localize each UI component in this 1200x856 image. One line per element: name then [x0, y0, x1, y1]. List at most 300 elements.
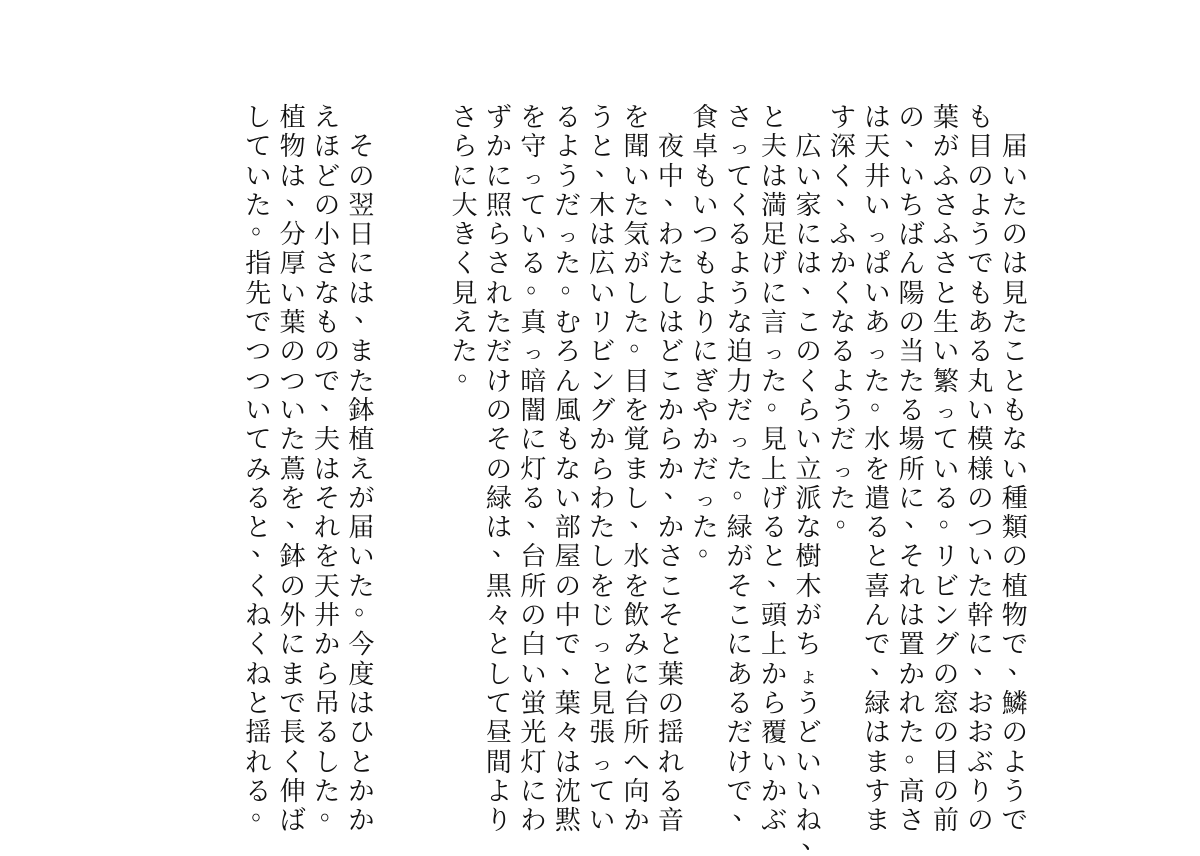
glyph: 伸: [279, 776, 306, 807]
text-column: [482, 103, 518, 837]
glyph: よ: [829, 366, 856, 397]
glyph: く: [726, 190, 753, 221]
glyph: の: [1001, 718, 1028, 749]
glyph: こ: [657, 366, 684, 397]
glyph: な: [313, 278, 340, 309]
glyph: 迫: [726, 337, 753, 368]
glyph: 、: [526, 503, 553, 534]
glyph: 気: [623, 220, 650, 251]
glyph: で: [554, 630, 581, 661]
text-column: [998, 104, 1034, 837]
text-column: [379, 104, 413, 744]
glyph: 先: [245, 278, 272, 309]
glyph: 度: [348, 659, 375, 690]
glyph: 届: [1001, 132, 1028, 163]
glyph: く: [451, 249, 478, 280]
glyph: い: [520, 659, 547, 690]
glyph: グ: [933, 630, 960, 661]
glyph: 置: [898, 630, 925, 661]
glyph: 蛍: [520, 688, 547, 719]
glyph: 、: [354, 298, 381, 329]
glyph: ど: [657, 337, 684, 368]
glyph: み: [245, 454, 272, 485]
glyph: た: [623, 308, 650, 339]
glyph: っ: [695, 486, 716, 511]
glyph: ね: [245, 659, 272, 690]
glyph: の: [348, 161, 375, 192]
glyph: も: [692, 249, 719, 280]
glyph: い: [898, 161, 925, 192]
glyph: つ: [692, 220, 719, 251]
glyph: [346, 104, 376, 133]
glyph: い: [795, 747, 822, 778]
glyph: く: [795, 366, 822, 397]
glyph: 。: [251, 796, 278, 827]
glyph: 翌: [348, 190, 375, 221]
glyph: 物: [1001, 601, 1028, 632]
glyph: の: [279, 337, 306, 368]
glyph: も: [313, 308, 340, 339]
glyph: さ: [933, 249, 960, 280]
glyph: 、: [285, 503, 312, 534]
glyph: 、: [767, 561, 794, 592]
glyph: 照: [485, 190, 512, 221]
glyph: に: [451, 161, 478, 192]
glyph: の: [1001, 542, 1028, 573]
glyph: ょ: [798, 662, 819, 687]
glyph: り: [692, 308, 719, 339]
glyph: っ: [936, 398, 957, 423]
glyph: 外: [279, 601, 306, 632]
glyph: 葉: [554, 688, 581, 719]
glyph: ぱ: [864, 249, 891, 280]
glyph: ぶ: [967, 747, 994, 778]
text-column: [310, 103, 346, 827]
glyph: い: [245, 161, 272, 192]
glyph: い: [520, 220, 547, 251]
glyph: と: [864, 542, 891, 573]
glyph: 風: [554, 395, 581, 426]
glyph: 々: [485, 601, 512, 632]
glyph: 、: [835, 180, 862, 211]
text-column: [963, 103, 1000, 837]
glyph: る: [829, 337, 856, 368]
glyph: ほ: [313, 132, 340, 163]
glyph: 屋: [554, 542, 581, 573]
glyph: の: [520, 601, 547, 632]
glyph: け: [726, 747, 753, 778]
glyph: が: [348, 483, 375, 514]
glyph: 植: [279, 103, 306, 133]
glyph: 見: [451, 278, 478, 309]
glyph: に: [485, 161, 512, 192]
glyph: る: [726, 220, 753, 251]
glyph: 届: [348, 513, 375, 544]
glyph: 、: [560, 649, 587, 680]
glyph: わ: [657, 220, 684, 251]
glyph: の: [279, 571, 306, 602]
glyph: 喜: [864, 571, 891, 602]
glyph: た: [348, 571, 375, 602]
glyph: が: [933, 132, 960, 163]
glyph: 飲: [623, 601, 650, 632]
glyph: は: [795, 249, 822, 280]
glyph: 目: [623, 366, 650, 397]
glyph: い: [1001, 454, 1028, 485]
glyph: よ: [967, 190, 994, 221]
text-column: [688, 103, 725, 744]
glyph: か: [348, 806, 375, 837]
glyph: 吊: [313, 688, 340, 719]
glyph: 言: [761, 308, 788, 339]
glyph: う: [795, 688, 822, 719]
glyph: っ: [867, 340, 888, 365]
glyph: そ: [485, 425, 512, 456]
glyph: ン: [933, 601, 960, 632]
glyph: 幹: [967, 601, 994, 632]
glyph: ビ: [933, 571, 960, 602]
glyph: の: [898, 308, 925, 339]
glyph: は: [864, 718, 891, 749]
glyph: お: [967, 718, 994, 749]
glyph: 。: [732, 473, 759, 504]
glyph: り: [485, 806, 512, 837]
glyph: 様: [967, 454, 994, 485]
glyph: く: [829, 278, 856, 309]
glyph: と: [589, 132, 616, 163]
glyph: つ: [245, 366, 272, 397]
glyph: っ: [764, 340, 785, 365]
glyph: 、: [973, 649, 1000, 680]
glyph: う: [554, 161, 581, 192]
text-column: [516, 103, 553, 837]
glyph: 卓: [692, 132, 719, 163]
glyph: ま: [864, 806, 891, 837]
glyph: だ: [829, 425, 856, 456]
glyph: 、: [801, 268, 828, 299]
glyph: あ: [864, 308, 891, 339]
glyph: た: [1001, 190, 1028, 221]
glyph: る: [967, 337, 994, 368]
glyph: で: [245, 308, 272, 339]
glyph: れ: [245, 747, 272, 778]
glyph: た: [898, 718, 925, 749]
glyph: な: [554, 454, 581, 485]
glyph: る: [864, 513, 891, 544]
glyph: 、: [870, 649, 897, 680]
glyph: よ: [692, 278, 719, 309]
glyph: と: [245, 513, 272, 544]
glyph: 井: [864, 161, 891, 192]
glyph: い: [795, 161, 822, 192]
glyph: じ: [589, 601, 616, 632]
glyph: を: [313, 542, 340, 573]
text-column: [929, 103, 966, 837]
glyph: 生: [933, 308, 960, 339]
glyph: [656, 104, 686, 133]
glyph: 、: [251, 532, 278, 563]
glyph: 種: [1001, 483, 1028, 514]
glyph: る: [520, 249, 547, 280]
glyph: 満: [761, 190, 788, 221]
glyph: 蔦: [279, 454, 306, 485]
glyph: さ: [933, 190, 960, 221]
glyph: に: [520, 776, 547, 807]
glyph: ず: [485, 103, 512, 133]
glyph: こ: [795, 308, 822, 339]
glyph: よ: [1001, 747, 1028, 778]
glyph: ぶ: [761, 806, 788, 837]
glyph: る: [898, 395, 925, 426]
glyph: 。: [319, 796, 346, 827]
glyph: 当: [898, 337, 925, 368]
glyph: グ: [589, 395, 616, 426]
glyph: そ: [313, 483, 340, 514]
glyph: 目: [933, 747, 960, 778]
glyph: は: [589, 220, 616, 251]
glyph: 光: [520, 718, 547, 749]
glyph: 日: [348, 220, 375, 251]
glyph: 張: [589, 718, 616, 749]
glyph: い: [864, 190, 891, 221]
glyph: を: [623, 395, 650, 426]
glyph: た: [589, 513, 616, 544]
glyph: と: [761, 103, 788, 133]
glyph: だ: [692, 454, 719, 485]
glyph: て: [245, 132, 272, 163]
glyph: わ: [589, 483, 616, 514]
glyph: 緑: [726, 513, 753, 544]
glyph: 、: [801, 825, 828, 856]
glyph: 樹: [795, 542, 822, 573]
glyph: む: [554, 308, 581, 339]
glyph: い: [279, 278, 306, 309]
glyph: ど: [795, 718, 822, 749]
glyph: く: [245, 630, 272, 661]
glyph: た: [485, 308, 512, 339]
glyph: 上: [761, 630, 788, 661]
glyph: ら: [589, 454, 616, 485]
glyph: そ: [657, 601, 684, 632]
glyph: う: [589, 103, 616, 133]
glyph: そ: [726, 571, 753, 602]
glyph: い: [761, 747, 788, 778]
glyph: た: [279, 425, 306, 456]
glyph: 、: [629, 503, 656, 534]
glyph: 見: [1001, 278, 1028, 309]
glyph: に: [348, 249, 375, 280]
glyph: 向: [623, 776, 650, 807]
glyph: の: [554, 571, 581, 602]
glyph: ま: [864, 747, 891, 778]
glyph: 派: [795, 483, 822, 514]
glyph: 広: [795, 132, 822, 163]
glyph: 音: [657, 806, 684, 837]
glyph: 大: [451, 190, 478, 221]
glyph: は: [313, 454, 340, 485]
glyph: ら: [313, 659, 340, 690]
glyph: う: [967, 220, 994, 251]
glyph: い: [1001, 161, 1028, 192]
glyph: し: [623, 278, 650, 309]
glyph: 間: [485, 747, 512, 778]
glyph: ち: [795, 630, 822, 661]
glyph: 所: [898, 454, 925, 485]
glyph: 、: [1007, 649, 1034, 680]
glyph: の: [967, 161, 994, 192]
glyph: 厚: [279, 249, 306, 280]
glyph: の: [313, 337, 340, 368]
glyph: 植: [1001, 571, 1028, 602]
glyph: 天: [864, 132, 891, 163]
glyph: や: [692, 395, 719, 426]
glyph: 見: [589, 688, 616, 719]
glyph: と: [657, 630, 684, 661]
glyph: に: [692, 337, 719, 368]
glyph: 物: [279, 132, 306, 163]
glyph: て: [520, 190, 547, 221]
vertical-text-body: [172, 103, 1034, 856]
glyph: い: [967, 395, 994, 426]
text-column: [791, 104, 828, 856]
glyph: た: [967, 571, 994, 602]
glyph: し: [485, 659, 512, 690]
glyph: た: [726, 454, 753, 485]
glyph: た: [451, 337, 478, 368]
glyph: ら: [761, 688, 788, 719]
glyph: 頭: [761, 601, 788, 632]
glyph: た: [829, 483, 856, 514]
glyph: た: [245, 190, 272, 221]
glyph: し: [623, 483, 650, 514]
glyph: っ: [557, 223, 578, 248]
glyph: さ: [451, 103, 478, 133]
glyph: え: [451, 308, 478, 339]
glyph: こ: [657, 571, 684, 602]
glyph: 。: [629, 327, 656, 358]
glyph: 、: [663, 473, 690, 504]
glyph: [1000, 104, 1030, 133]
text-column: [275, 103, 312, 837]
glyph: 指: [245, 249, 272, 280]
glyph: も: [554, 425, 581, 456]
glyph: に: [520, 425, 547, 456]
glyph: の: [933, 718, 960, 749]
text-column: [447, 103, 484, 744]
text-column: [860, 103, 897, 837]
glyph: っ: [592, 633, 613, 658]
glyph: い: [933, 337, 960, 368]
glyph: の: [313, 190, 340, 221]
text-column: [619, 103, 656, 837]
glyph: の: [657, 688, 684, 719]
glyph: て: [485, 688, 512, 719]
glyph: う: [829, 395, 856, 426]
glyph: で: [1001, 806, 1028, 837]
glyph: 鱗: [1001, 688, 1028, 719]
glyph: 上: [761, 454, 788, 485]
glyph: で: [726, 776, 753, 807]
glyph: た: [554, 249, 581, 280]
glyph: 部: [554, 513, 581, 544]
glyph: ふ: [933, 220, 960, 251]
glyph: 揺: [657, 718, 684, 749]
glyph: 前: [933, 806, 960, 837]
glyph: 深: [829, 132, 856, 163]
glyph: っ: [729, 428, 750, 453]
glyph: を: [520, 103, 547, 133]
glyph: 闇: [520, 395, 547, 426]
glyph: と: [761, 542, 788, 573]
text-column: [654, 104, 690, 837]
glyph: も: [692, 161, 719, 192]
glyph: よ: [485, 776, 512, 807]
glyph: っ: [592, 750, 613, 775]
glyph: 立: [795, 454, 822, 485]
glyph: い: [795, 776, 822, 807]
glyph: を: [864, 454, 891, 485]
glyph: と: [933, 278, 960, 309]
glyph: か: [898, 659, 925, 690]
glyph: 。: [560, 268, 587, 299]
glyph: た: [623, 190, 650, 221]
glyph: い: [589, 806, 616, 837]
glyph: た: [657, 249, 684, 280]
glyph: か: [761, 776, 788, 807]
glyph: 水: [623, 542, 650, 573]
glyph: は: [898, 601, 925, 632]
glyph: い: [933, 454, 960, 485]
glyph: に: [279, 630, 306, 661]
glyph: 分: [279, 220, 306, 251]
glyph: し: [589, 542, 616, 573]
glyph: だ: [485, 337, 512, 368]
glyph: 見: [761, 425, 788, 456]
glyph: れ: [485, 278, 512, 309]
glyph: れ: [657, 747, 684, 778]
glyph: い: [348, 542, 375, 573]
glyph: 鉢: [348, 395, 375, 426]
glyph: さ: [898, 806, 925, 837]
glyph: 揺: [245, 718, 272, 749]
glyph: な: [795, 513, 822, 544]
glyph: は: [761, 161, 788, 192]
glyph: 丸: [967, 366, 994, 397]
glyph: る: [657, 776, 684, 807]
glyph: さ: [485, 249, 512, 280]
glyph: ら: [657, 425, 684, 456]
glyph: ろ: [554, 337, 581, 368]
glyph: に: [898, 483, 925, 514]
glyph: ま: [623, 454, 650, 485]
glyph: [793, 104, 823, 133]
glyph: 暗: [520, 366, 547, 397]
glyph: 。: [904, 737, 931, 768]
glyph: 。: [870, 385, 897, 416]
glyph: ば: [279, 806, 306, 837]
glyph: た: [692, 513, 719, 544]
glyph: の: [485, 454, 512, 485]
glyph: つ: [279, 366, 306, 397]
glyph: は: [348, 278, 375, 309]
glyph: く: [279, 747, 306, 778]
text-column: [344, 104, 381, 837]
glyph: え: [313, 103, 340, 133]
glyph: て: [245, 425, 272, 456]
glyph: お: [967, 688, 994, 719]
text-column: [551, 103, 587, 837]
glyph: ま: [279, 659, 306, 690]
